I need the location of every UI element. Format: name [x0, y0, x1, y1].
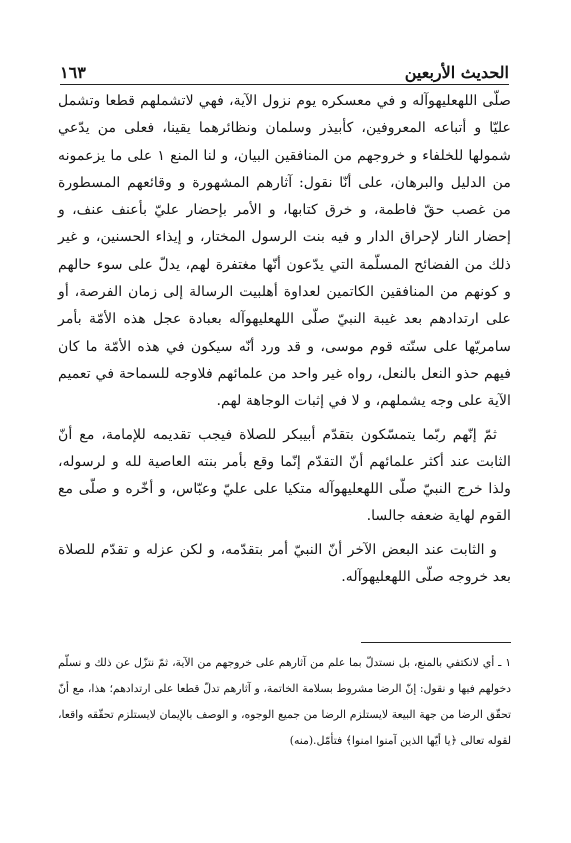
- footnote-1: ١ ـ أي لانكتفي بالمنع، بل نستدلّ بما علم من آثارهم على خروجهم من الآية، ثمّ نتزّل عن ذلك و نسلّم دخولهم فيها و نقول: إنّ الرضا مشروط بسلامة الخاتمة، و آثارهم تدلّ قطعا على ارتدادهم؛ هذا، مع أنّ تحقّق الرضا من جهة البيعة لايستلزم الرضا من جميع الوجوه، و الوصف بالإيمان لايستلزم تحقّقه واقعا، لقوله تعالى ﴿يا أيّها الذين آمنوا امنوا﴾ فتأمّل.(منه): [58, 656, 511, 747]
- paragraph-1: صلّى اللهعليهوآله و في معسكره يوم نزول الآية، فهي لاتشملهم قطعا وتشمل عليّا و أتباعه المعروفين، كأبيذر وسلمان ونظائرهما يقينا، فعلى من يدّعي شمولها للخلفاء و خروجهم من المنافقين البيان، و لنا المنع ١ على ما يزعمونه من الدليل والبرهان، على أنّا نقول: آثارهم المشهورة و وقائعهم المسطورة من غصب حقّ فاطمة، و خرق كتابها، و الأمر بإحضار عليّ بأعنف عنف، و إحضار النار لإحراق الدار و فيه بنت الرسول المختار، و إيذاء الحسنين، و غير ذلك من الفضائح المسلّمة التي يدّعون أنّها مغتفرة لهم، يدلّ على سوء حالهم و كونهم من المنافقين الكاتمين لعداوة أهلبيت الرسالة إلى زمان الفرصة، أو على ارتدادهم بعد غيبة النبيّ صلّى اللهعليهوآله بعبادة عجل هذه الأمّة بأمر سامريّها على سنّته قوم موسى، و قد ورد أنّه سيكون في هذه الأمّة ما كان فيهم حذو النعل بالنعل، رواه غير واحد من علمائهم فلاوجه للسماحة في تعميم الآية على وجه يشملهم، و لا في إثبات الوجاهة لهم.: [58, 93, 511, 410]
- paragraph-3: و الثابت عند البعض الآخر أنّ النبيّ أمر بتقدّمه، و لكن عزله و تقدّم للصلاة بعد خروجه صلّى اللهعليهوآله.: [58, 541, 511, 586]
- footnote-divider: [361, 642, 511, 643]
- running-title: الحديث الأربعين: [404, 63, 509, 82]
- main-text: [58, 88, 511, 597]
- page-header: [60, 54, 509, 82]
- header-divider: [60, 84, 509, 85]
- footnotes: [58, 650, 511, 754]
- page-number: ١٦٣: [60, 63, 86, 82]
- paragraph-2: ثمّ إنّهم ربّما يتمسّكون بتقدّم أبيبكر للصلاة فيجب تقديمه للإمامة، مع أنّ الثابت عند أكثر علمائهم أنّ التقدّم إنّما وقع بأمر بنته العاصية لله و لرسوله، ولذا خرج النبيّ صلّى اللهعليهوآله متكيا على عليّ وعبّاس، و أخّره و صلّى مع القوم لهاية ضعفه جالسا.: [58, 426, 511, 525]
